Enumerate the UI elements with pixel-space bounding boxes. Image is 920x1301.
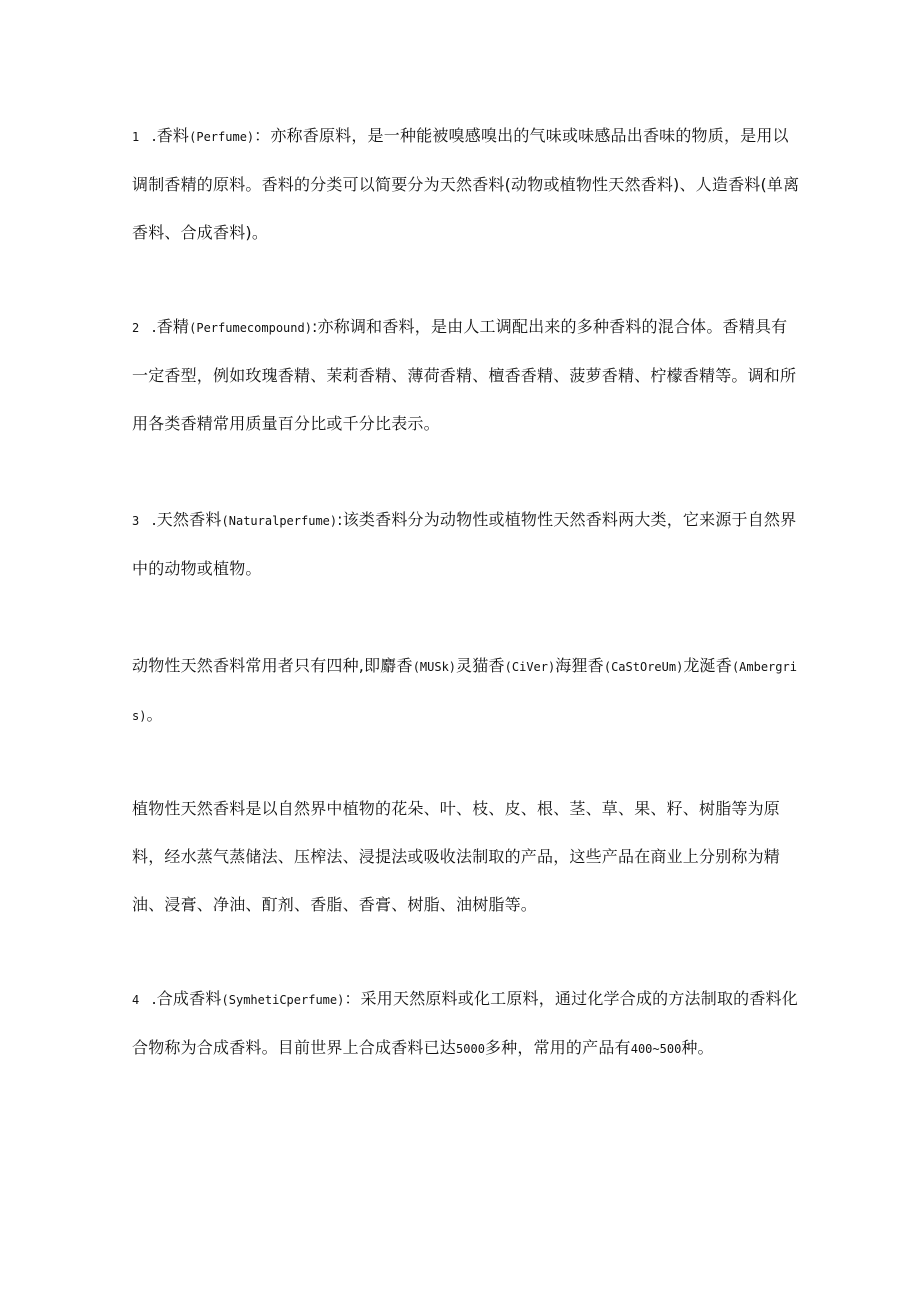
latin-castoreum: (CaStOreUm)	[603, 660, 684, 674]
definition-text: :亦称调和香料，是由人工调配出来的多种香料的混合体。香精具有一定香型，例如玫瑰香精、茉莉香精、薄荷香精、檀香香精、菠萝香精、柠檬香精等。调和所用各类香精常用质量百分比或千分比表示。	[132, 317, 797, 433]
definition-text: 种。	[681, 1038, 714, 1057]
paragraph-natural-perfume	[132, 496, 800, 593]
term-label: .合成香料	[151, 989, 222, 1008]
item-number: 3	[132, 514, 140, 528]
count-value: 5000	[456, 1042, 485, 1056]
term-latin: (SymhetiCperfume)	[221, 993, 345, 1007]
body-text: 海狸香	[555, 656, 604, 675]
paragraph-animal-perfume	[132, 642, 800, 740]
term-latin: (Naturalperfume)	[221, 514, 338, 528]
body-text: 。	[146, 705, 163, 724]
latin-ambergris: (Ambergris)	[132, 660, 797, 723]
latin-civet: (CiVer)	[504, 660, 556, 674]
term-label: .香料	[151, 126, 190, 145]
paragraph-perfume-definition	[132, 112, 800, 257]
term-label: .香精	[151, 317, 190, 336]
body-text: 动物性天然香料常用者只有四种,即麝香	[132, 656, 413, 675]
definition-text: ：亦称香原料，是一种能被嗅感嗅出的气味或味感品出香味的物质，是用以调制香精的原料。香料的分类可以简要分为天然香料(动物或植物性天然香料)、人造香料(单离香料、合成香料)。	[132, 126, 800, 242]
definition-text: 多种，常用的产品有	[484, 1038, 631, 1057]
term-latin: (Perfume)	[189, 130, 255, 144]
item-number: 1	[132, 130, 140, 144]
latin-musk: (MUSk)	[412, 660, 457, 674]
body-text: 龙涎香	[683, 656, 732, 675]
term-latin: (Perfumecompound)	[189, 321, 312, 335]
body-text: 灵猫香	[456, 656, 505, 675]
count-range: 400~500	[630, 1042, 682, 1056]
paragraph-synthetic-perfume	[132, 975, 800, 1073]
item-number: 4	[132, 993, 140, 1007]
paragraph-perfume-compound	[132, 303, 800, 448]
definition-text: :该类香料分为动物性或植物性天然香料两大类，它来源于自然界中的动物或植物。	[132, 510, 797, 578]
paragraph-plant-perfume	[132, 785, 800, 929]
body-text: 植物性天然香料是以自然界中植物的花朵、叶、枝、皮、根、茎、草、果、籽、树脂等为原料，经水蒸气蒸储法、压榨法、浸提法或吸收法制取的产品，这些产品在商业上分别称为精油、浸膏、净油、酊剂、香脂、香膏、树脂、油树脂等。	[132, 799, 781, 914]
term-label: .天然香料	[151, 510, 222, 529]
definition-text: ：采用天然原料或化工原料，通过化学合成的方法制取的香料化合物称为合成香料。目前世界上合成香料已达	[132, 989, 798, 1057]
item-number: 2	[132, 321, 140, 335]
